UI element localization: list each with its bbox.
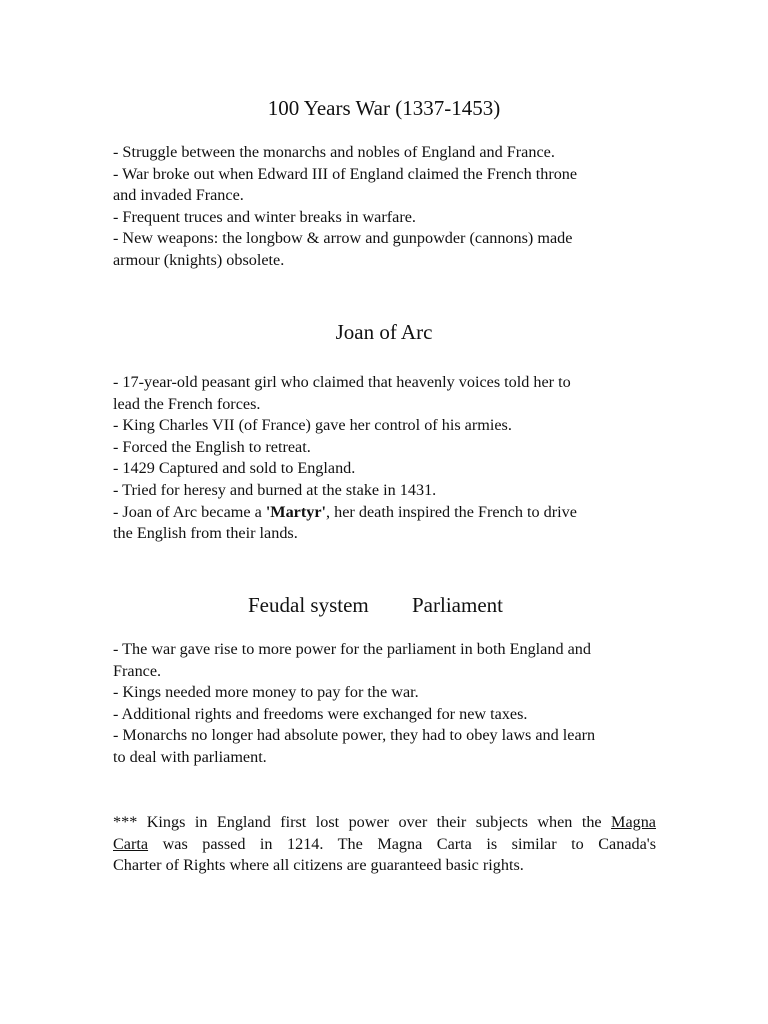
magna-carta-note [113,812,656,877]
text-line: - Additional rights and freedoms were exchanged for new taxes. [113,704,528,723]
note-line-2-suffix: was passed in 1214. The Magna Carta is similar to Canada's [162,834,657,853]
text-line: armour (knights) obsolete. [113,250,285,269]
section-joan-of-arc [113,372,658,545]
note-line-3: Charter of Rights where all citizens are guaranteed basic rights. [113,856,524,875]
text-line: - Forced the English to retreat. [113,437,311,456]
martyr-word: 'Martyr' [265,502,327,521]
text-line: - The war gave rise to more power for the parliament in both England and [113,640,591,658]
text-line: - War broke out when Edward III of England claimed the French throne [113,164,578,183]
text-line: - Struggle between the monarchs and nobles of England and France. [113,143,555,161]
magna-carta-link-part-2: Carta [113,834,149,853]
heading-feudal-system: Feudal system [248,593,369,617]
text-line-martyr [113,502,658,524]
section-parliament [113,639,658,769]
text-line: - New weapons: the longbow & arrow and gunpowder (cannons) made [113,229,573,248]
text-line: - 17-year-old peasant girl who claimed that heavenly voices told her to [113,373,571,391]
text-line: lead the French forces. [113,394,261,413]
text-line: - Monarchs no longer had absolute power, they had to obey laws and learn [113,726,596,745]
heading-feudal-parliament [0,593,768,619]
text-line: - 1429 Captured and sold to England. [113,459,356,478]
note-line-1-prefix: *** Kings in England first lost power over their subjects when the [113,813,602,831]
text-line: - Frequent truces and winter breaks in warfare. [113,207,416,226]
heading-hundred-years-war: 100 Years War (1337-1453) [267,96,501,120]
text-line: the English from their lands. [113,524,298,543]
text-line: - Tried for heresy and burned at the stake in 1431. [113,480,437,499]
heading-joan-of-arc: Joan of Arc [335,320,433,344]
text-line: - King Charles VII (of France) gave her control of his armies. [113,416,512,435]
magna-carta-link-part-1: Magna [611,813,656,831]
note-line-2 [113,834,656,856]
heading-parliament: Parliament [412,593,503,617]
note-line-1 [113,812,656,834]
text-line: to deal with parliament. [113,747,267,766]
text-line: - Kings needed more money to pay for the war. [113,683,419,702]
martyr-suffix: , her death inspired the French to drive [326,502,577,521]
text-line: and invaded France. [113,186,244,205]
martyr-prefix: - Joan of Arc became a [113,502,266,521]
text-line: France. [113,661,162,680]
section-hundred-years-war [113,142,658,272]
